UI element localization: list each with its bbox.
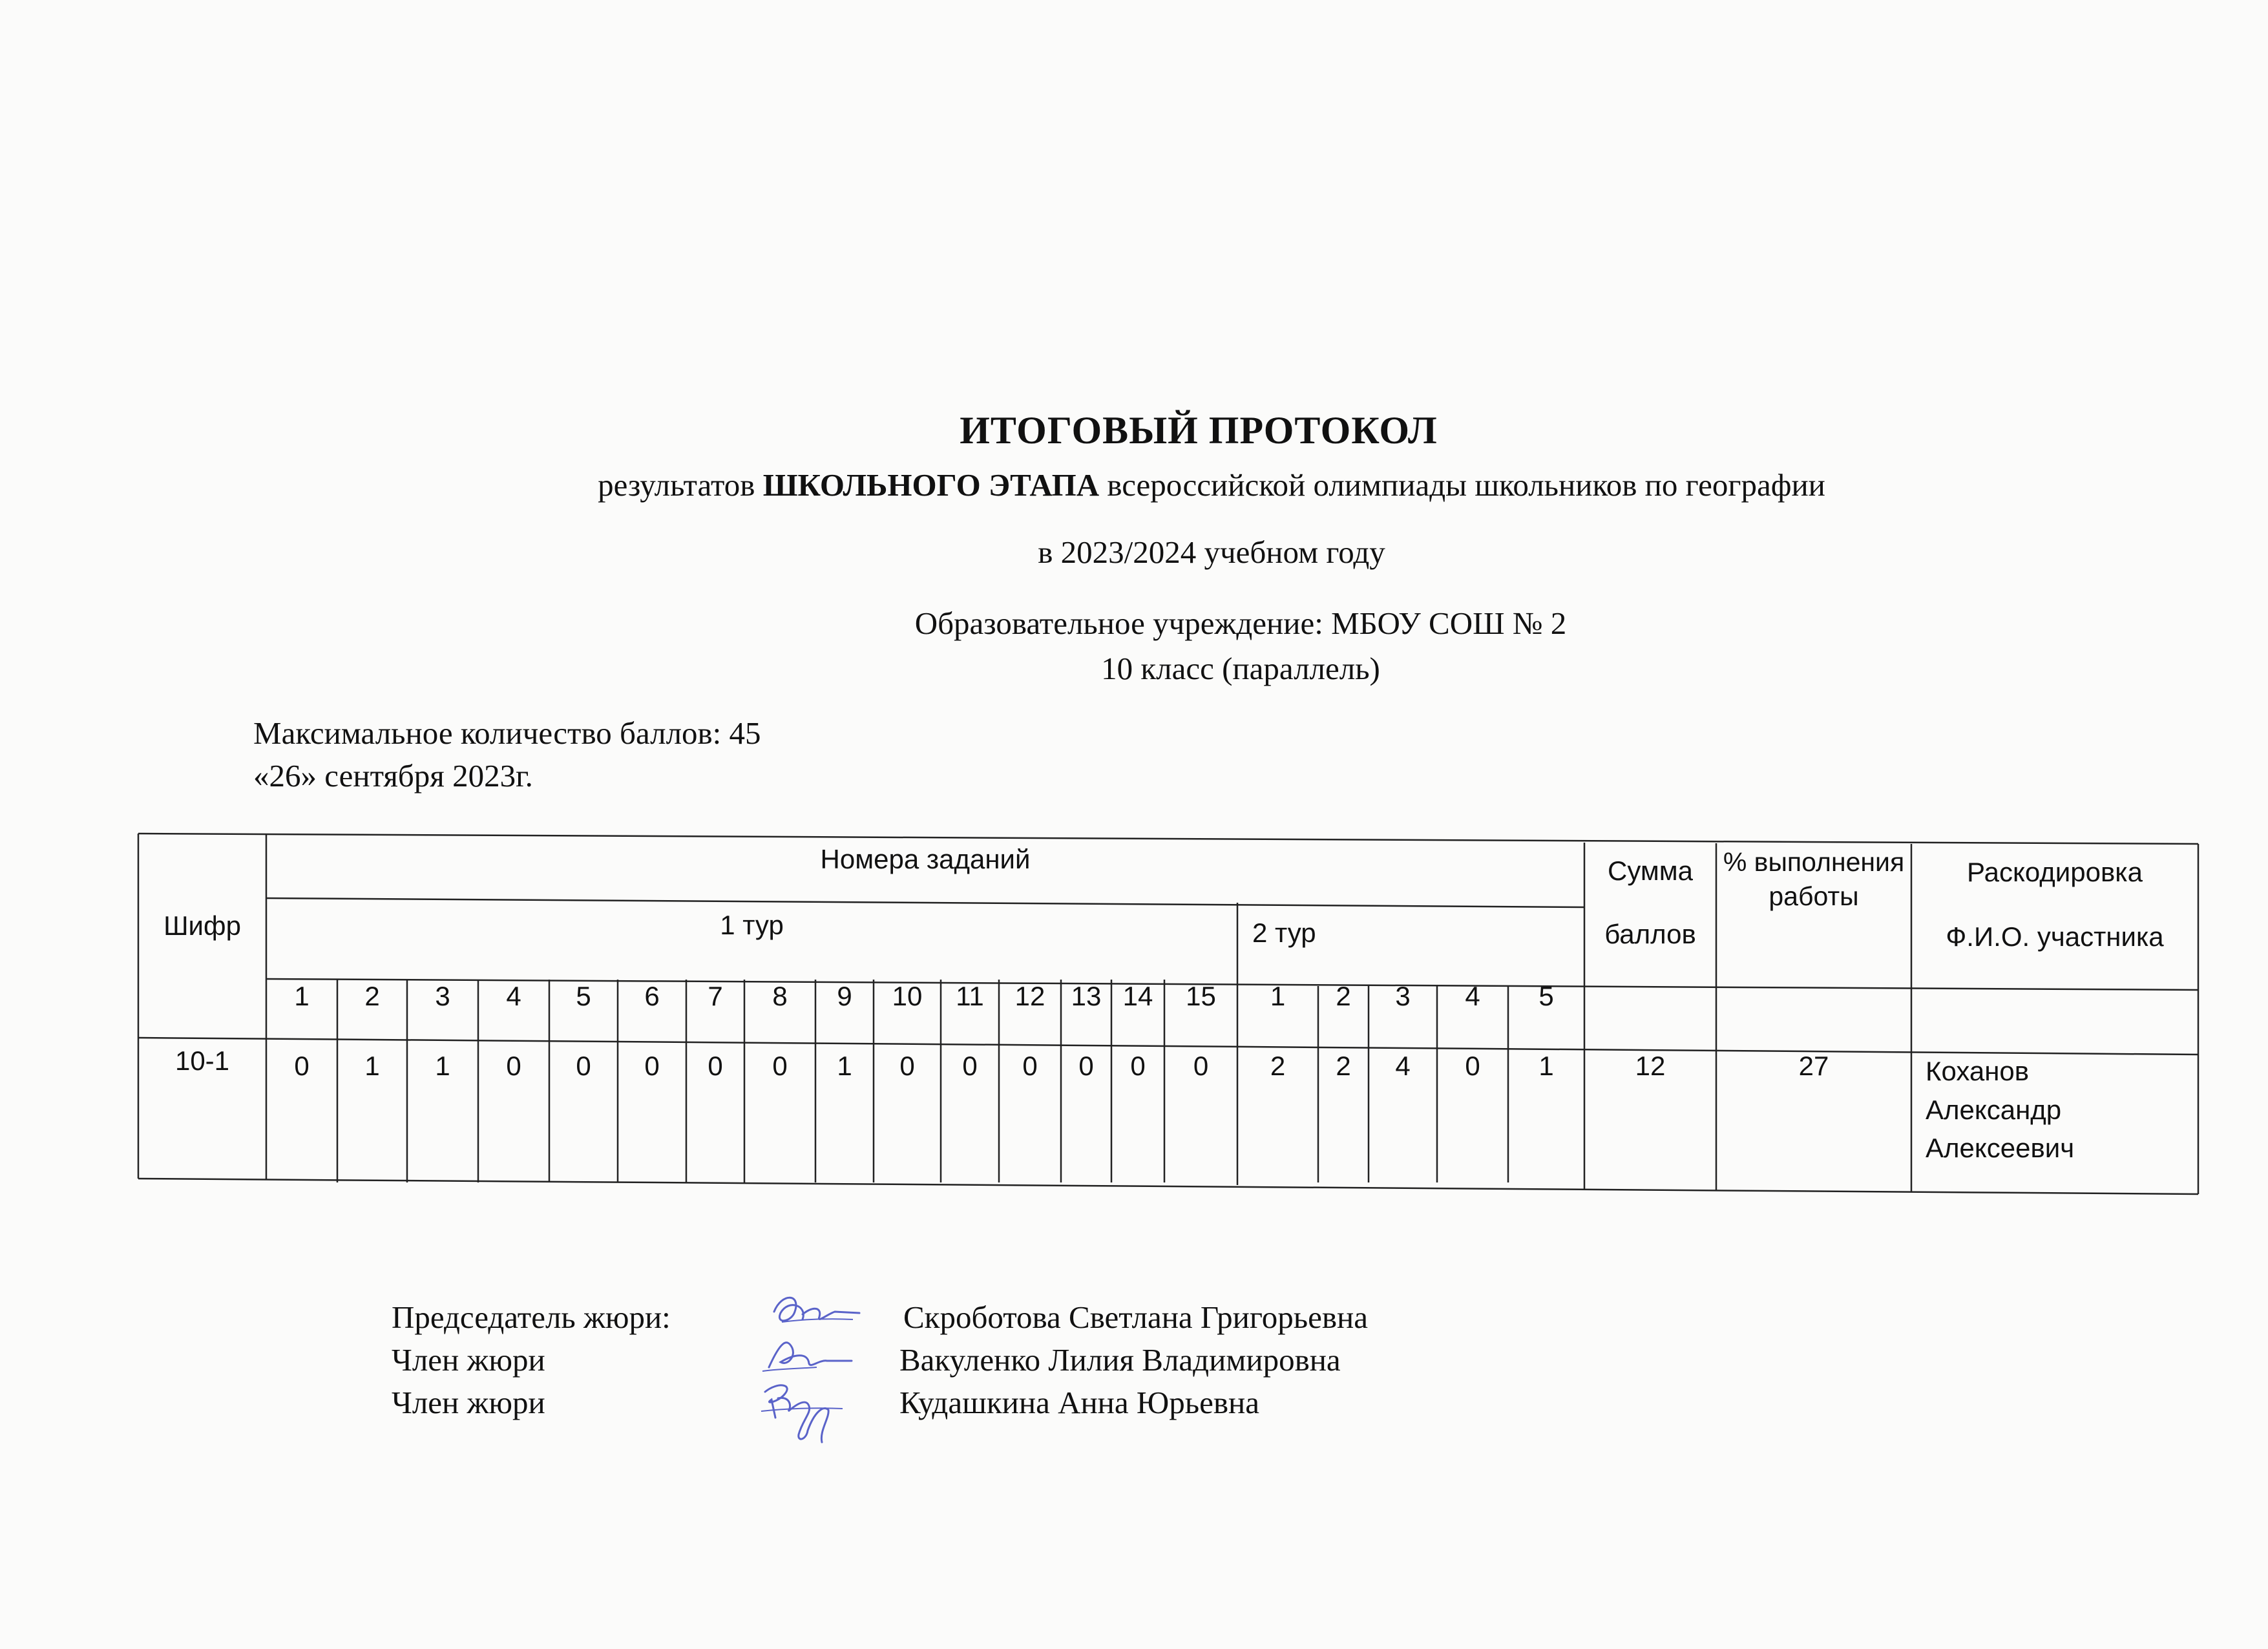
header-round-1: 1 тур [720, 910, 784, 940]
row-participant-name: Коханов Александр Алексеевич [1926, 1056, 2075, 1164]
class-label: 10 класс (параллель) [1101, 651, 1380, 686]
round-1-task-score: 0 [1078, 1051, 1094, 1081]
header-task-numbers: Номера заданий [820, 844, 1031, 874]
round-1-task-score: 0 [772, 1051, 788, 1081]
academic-year: в 2023/2024 учебном году [1038, 534, 1385, 570]
jury-role-member-1: Член жюри [392, 1342, 545, 1378]
round-1-task-number: 4 [506, 981, 521, 1011]
row-cipher: 10-1 [174, 1045, 230, 1076]
round-1-task-score: 0 [899, 1051, 915, 1081]
round-2-task-score: 0 [1465, 1051, 1480, 1081]
round-1-task-number: 12 [1014, 981, 1045, 1011]
round-1-task-number: 2 [364, 981, 380, 1011]
protocol-date: «26» сентября 2023г. [253, 758, 533, 793]
round-2-task-number: 4 [1465, 981, 1480, 1011]
round-1-task-score: 0 [1022, 1051, 1038, 1081]
round-2-task-score: 2 [1270, 1051, 1286, 1081]
signature-member-2 [752, 1372, 856, 1450]
subtitle-stage: ШКОЛЬНОГО ЭТАПА [762, 467, 1100, 503]
round-1-task-number: 6 [644, 981, 660, 1011]
subtitle-prefix: результатов [598, 467, 763, 503]
round-1-task-score: 1 [364, 1051, 380, 1081]
school-name: Образовательное учреждение: МБОУ СОШ № 2 [914, 605, 1567, 641]
round-1-task-number: 14 [1122, 981, 1153, 1011]
round-1-task-number: 8 [772, 981, 788, 1011]
round-2-task-score: 4 [1395, 1051, 1411, 1081]
header-cipher: Шифр [163, 910, 241, 941]
round-1-task-score: 1 [435, 1051, 450, 1081]
round-1-task-score: 0 [1193, 1051, 1209, 1081]
jury-role-member-2: Член жюри [392, 1385, 545, 1420]
round-2-task-number: 1 [1270, 981, 1286, 1011]
round-2-task-score: 2 [1336, 1051, 1351, 1081]
header-decode-line1: Раскодировка [1967, 857, 2143, 887]
round-2-task-score: 1 [1538, 1051, 1554, 1081]
header-sum-line1: Сумма [1608, 856, 1693, 886]
round-1-task-score: 0 [1130, 1051, 1146, 1081]
round-1-task-score: 0 [294, 1051, 310, 1081]
round-1-task-number: 15 [1186, 981, 1216, 1011]
round-2-task-number: 3 [1395, 981, 1411, 1011]
round-1-task-score: 0 [962, 1051, 978, 1081]
round-1-task-score: 0 [576, 1051, 591, 1081]
round-1-task-number: 5 [576, 981, 591, 1011]
header-sum-line2: баллов [1604, 919, 1696, 949]
round-1-task-number: 3 [435, 981, 450, 1011]
round-1-task-score: 0 [708, 1051, 723, 1081]
round-1-task-score: 0 [506, 1051, 521, 1081]
round-1-task-number: 9 [837, 981, 852, 1011]
jury-name-chair: Скроботова Светлана Григорьевна [903, 1299, 1368, 1335]
row-percent: 27 [1798, 1051, 1829, 1081]
subtitle-suffix: всероссийской олимпиады школьников по географии [1099, 467, 1825, 503]
round-2-task-number: 2 [1336, 981, 1351, 1011]
header-round-2: 2 тур [1252, 918, 1316, 948]
header-decode-line2: Ф.И.О. участника [1946, 921, 2164, 952]
document-subtitle [0, 467, 2268, 503]
jury-name-member-2: Кудашкина Анна Юрьевна [899, 1385, 1259, 1420]
document-title: ИТОГОВЫЙ ПРОТОКОЛ [960, 409, 1438, 452]
round-2-task-number: 5 [1538, 981, 1554, 1011]
row-sum: 12 [1635, 1051, 1666, 1081]
round-1-task-number: 1 [294, 981, 310, 1011]
round-1-task-number: 10 [892, 981, 923, 1011]
jury-name-member-1: Вакуленко Лилия Владимировна [899, 1342, 1341, 1378]
round-1-task-number: 11 [956, 981, 984, 1011]
round-1-task-number: 13 [1071, 981, 1102, 1011]
round-1-task-score: 1 [837, 1051, 852, 1081]
jury-role-chair: Председатель жюри: [392, 1299, 671, 1335]
round-1-task-score: 0 [644, 1051, 660, 1081]
max-score: Максимальное количество баллов: 45 [253, 715, 761, 751]
header-percent: % выполнения работы [1723, 847, 1905, 912]
round-1-task-number: 7 [708, 981, 723, 1011]
